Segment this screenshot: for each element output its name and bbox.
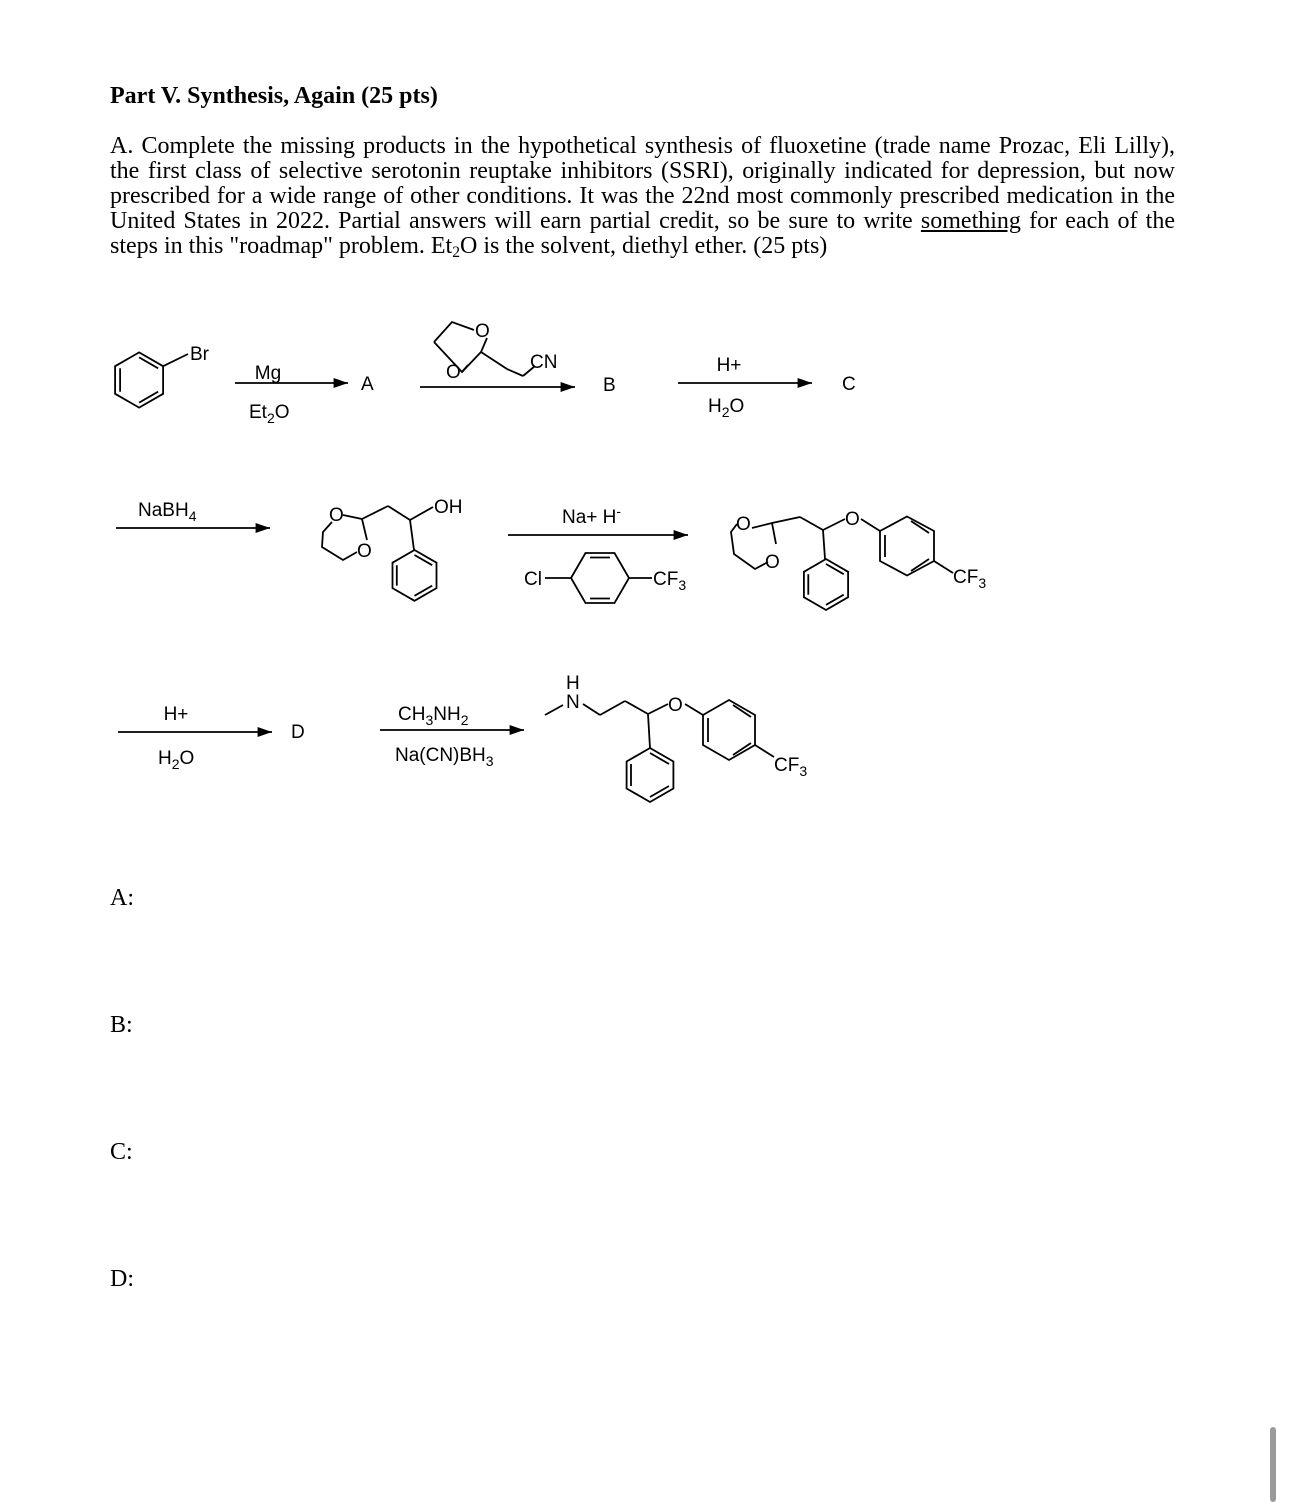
- et2o-label-1: $Et_2O$: [249, 402, 290, 426]
- cn-label: CN: [530, 352, 558, 373]
- mg-label: Mg: [254, 363, 282, 384]
- alcohol-diox-o1: O: [329, 505, 344, 526]
- c-br-bond: [163, 354, 188, 366]
- ether-diox-o2: O: [765, 552, 780, 573]
- intro-underlined: something: [920, 208, 1021, 234]
- intro-part3: O is the solvent, diethyl ether. (25 pts): [460, 233, 828, 259]
- product-a-label: A: [361, 374, 374, 395]
- cf3-label-reagent: $CF_3$: [653, 569, 687, 593]
- answer-b-label: B:: [110, 1012, 133, 1038]
- cf3-label-product: $CF_3$: [953, 567, 987, 591]
- chloro-cf3-benzene-structure: [545, 553, 652, 603]
- scrollbar[interactable]: [1270, 1427, 1276, 1502]
- nh-h-label: H: [566, 673, 580, 694]
- ether-diox-o1: O: [736, 514, 751, 535]
- intro-sub: 2: [452, 243, 461, 261]
- h-plus-label-1: H+: [716, 355, 742, 376]
- intro-part1: A. Complete the missing products in the hypothetical synthesis of fluoxetine (trade name Prozac, Eli Lilly), the first class of selective serotonin reuptake inhibitors (SSRI), originally indicated for depression, but now prescribed for a wide range of other conditions. It was the 22nd most commonly prescribed medication in the United States in 2022. Partial answers will earn partial credit, so be sure to write: [110, 133, 1175, 234]
- fluoxetine-structure: [545, 700, 774, 802]
- page-title: Part V. Synthesis, Again (25 pts): [110, 83, 438, 109]
- answer-c-label: C:: [110, 1139, 133, 1165]
- ch3nh2-label: $CH_3NH_2$: [398, 704, 469, 728]
- dioxolane-o-top: O: [475, 321, 490, 342]
- h2o-label-2: $H_2O$: [158, 748, 195, 772]
- nacnbh3-label: $Na(CN)BH_3$: [395, 745, 494, 769]
- nah-label: Na+ H-: [562, 503, 622, 528]
- intro-part2: for each of the steps in this "roadmap" problem. Et: [110, 208, 1175, 259]
- final-o-label: O: [668, 695, 683, 716]
- product-c-label: C: [842, 374, 856, 395]
- h-plus-label-2: H+: [163, 704, 189, 725]
- oh-label: OH: [434, 497, 463, 518]
- answer-d-label: D:: [110, 1266, 134, 1292]
- alcohol-diox-o2: O: [357, 541, 372, 562]
- final-cf3-label: $CF_3$: [774, 755, 808, 779]
- answer-a-label: A:: [110, 885, 134, 911]
- br-label: Br: [190, 344, 209, 365]
- nh-n-label: N: [566, 692, 580, 713]
- product-d-label: D: [291, 722, 305, 743]
- nabh4-label: NaBH$_4$: [138, 500, 197, 524]
- bromobenzene-ring: [115, 352, 163, 407]
- cl-label: Cl: [524, 569, 542, 590]
- dioxolane-o-bottom: O: [446, 362, 461, 383]
- ether-o-label: O: [845, 509, 860, 530]
- product-b-label: B: [603, 375, 616, 396]
- h2o-label-1: $H_2O$: [708, 396, 745, 420]
